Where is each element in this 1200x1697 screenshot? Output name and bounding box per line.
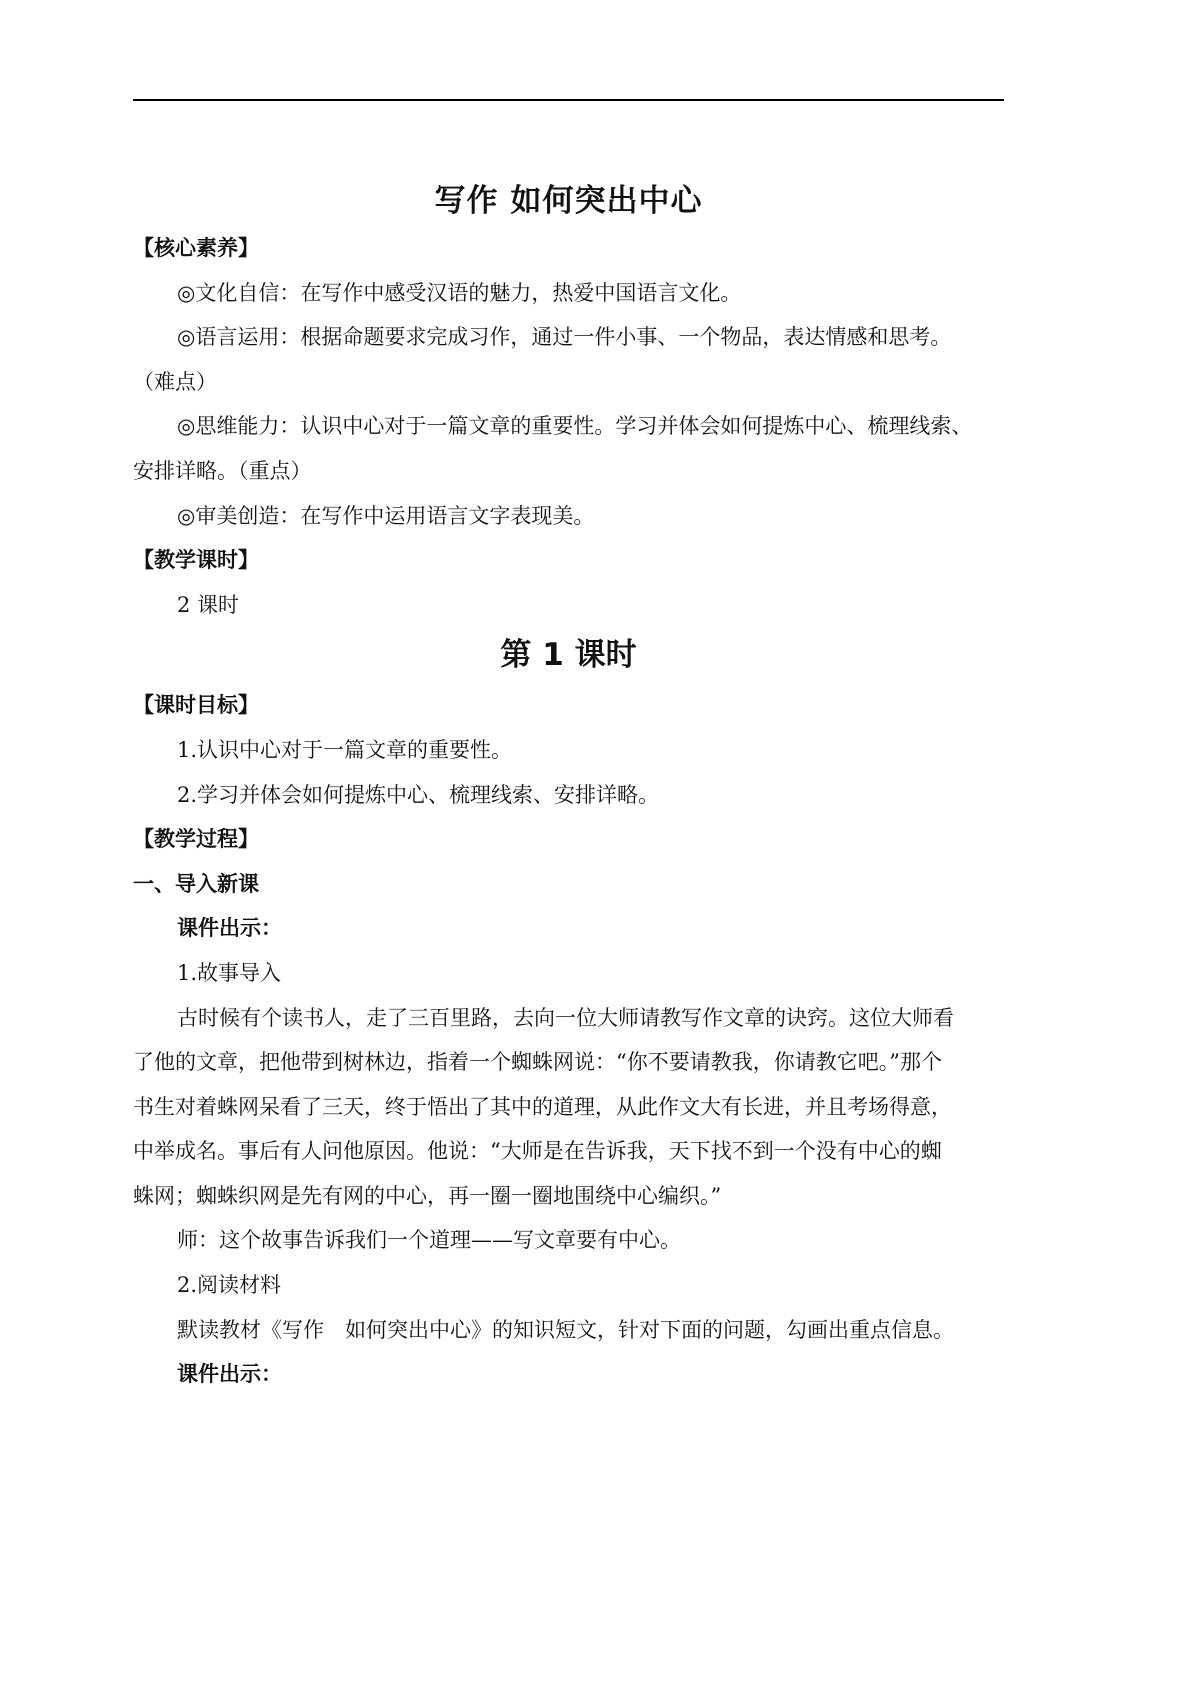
section-core-literacy: 【核心素养】 [133,236,259,260]
document-body [133,176,1004,1397]
story-line-5: 蛛网；蜘蛛织网是先有网的中心，再一圈一圈地围绕中心编织。” [133,1183,722,1208]
story-line-1: 古时候有个读书人，走了三百里路，去向一位大师请教写作文章的诀窍。这位大师看 [177,1005,954,1030]
story-line-2: 了他的文章，把他带到树林边，指着一个蜘蛛网说：“你不要请教我，你请教它吧。”那个 [133,1050,942,1075]
literacy-aesthetic: ◎审美创造：在写作中运用语言文字表现美。 [177,503,595,528]
goal-item-2: 2.学习并体会如何提炼中心、梳理线索、安排详略。 [177,782,660,807]
section-teaching-process: 【教学过程】 [133,827,259,852]
hours-value: 2 课时 [177,592,240,617]
literacy-thinking-line2: 安排详略。（重点） [133,458,312,483]
header-rule [133,99,1004,101]
read-instruction: 默读教材《写作 如何突出中心》的知识短文，针对下面的问题，勾画出重点信息。 [177,1317,954,1342]
literacy-language-line1: ◎语言运用：根据命题要求完成习作，通过一件小事、一个物品，表达情感和思考。 [177,325,952,350]
step-1-heading: 1.故事导入 [177,960,282,985]
lesson-title: 第 1 课时 [500,637,637,674]
page-title [133,176,1004,226]
step-2-heading: 2.阅读材料 [177,1273,282,1298]
literacy-language-line2: （难点） [133,369,217,394]
literacy-thinking-line1: ◎思维能力：认识中心对于一篇文章的重要性。学习并体会如何提炼中心、梳理线索、 [177,414,973,439]
story-line-4: 中举成名。事后有人问他原因。他说：“大师是在告诉我，天下找不到一个没有中心的蜘 [133,1139,942,1164]
title-part1: 写作 [434,183,499,219]
section-teaching-hours: 【教学课时】 [133,548,259,573]
section-lesson-goals: 【课时目标】 [133,693,259,718]
part1-heading: 一、导入新课 [133,871,259,896]
story-line-3: 书生对着蛛网呆看了三天，终于悟出了其中的道理，从此作文大有长进，并且考场得意， [133,1094,952,1119]
title-part2: 如何突出中心 [510,183,703,219]
teacher-line: 师：这个故事告诉我们一个道理——写文章要有中心。 [177,1228,681,1253]
literacy-culture: ◎文化自信：在写作中感受汉语的魅力，热爱中国语言文化。 [177,280,742,305]
courseware-label-2: 课件出示： [177,1362,282,1387]
courseware-label-1: 课件出示： [177,916,282,941]
goal-item-1: 1.认识中心对于一篇文章的重要性。 [177,737,513,762]
